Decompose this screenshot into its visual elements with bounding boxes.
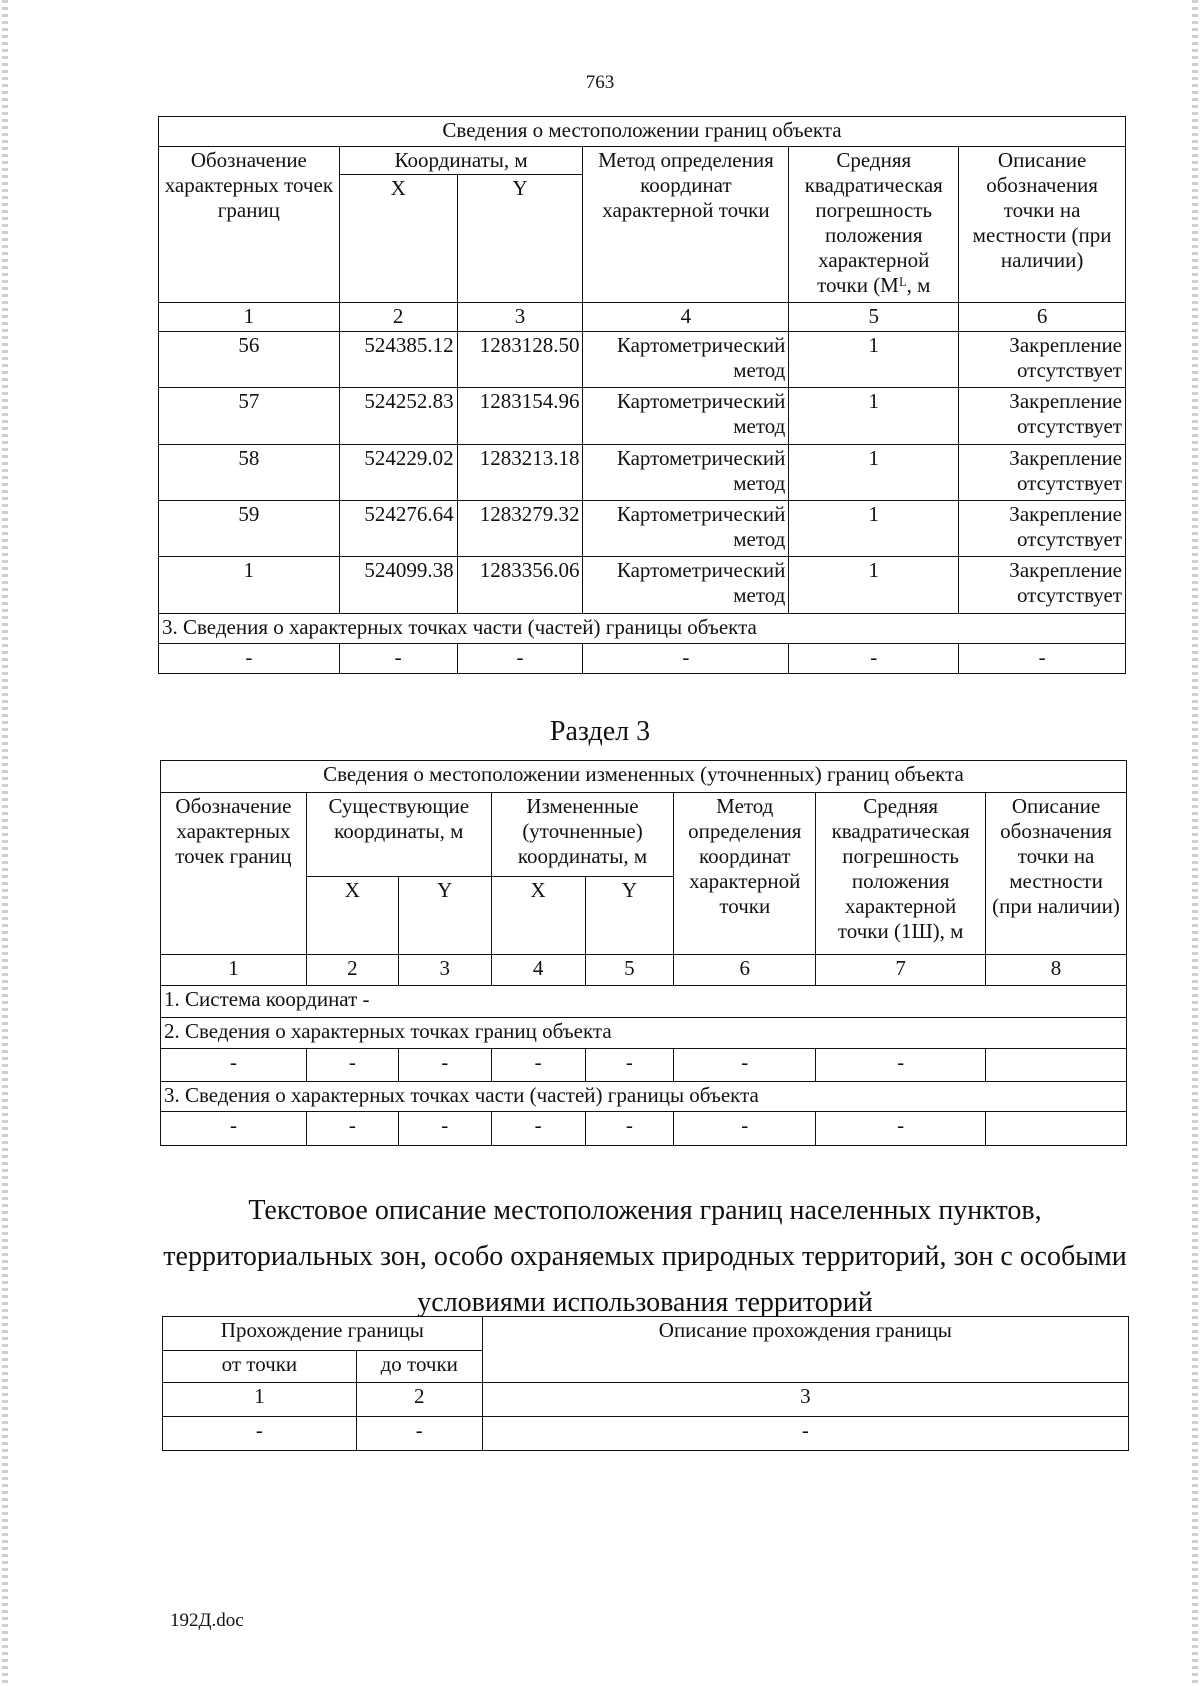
header-point: Обозначение характерных точек границ <box>159 147 340 303</box>
empty-cell: - <box>161 1112 307 1146</box>
empty-cell: - <box>789 643 959 673</box>
header-passage-desc: Описание прохождения границы <box>482 1317 1128 1383</box>
empty-cell: - <box>491 1048 585 1081</box>
cell-method: Картометрический метод <box>583 444 789 500</box>
header-changed-coords: Измененные (уточненные) координаты, м <box>491 793 674 877</box>
cell-point: 58 <box>159 444 340 500</box>
empty-row <box>159 643 1126 673</box>
empty-cell <box>986 1048 1127 1081</box>
col-number: 5 <box>585 955 674 985</box>
cell-desc: Закрепление отсутствует <box>959 444 1126 500</box>
page-number: 763 <box>585 72 615 93</box>
cell-point: 56 <box>159 332 340 388</box>
table-title: Сведения о местоположении границ объекта <box>159 117 1126 147</box>
col-number: 2 <box>306 955 398 985</box>
empty-cell: - <box>585 1048 674 1081</box>
section3-label: 3. Сведения о характерных точках части (частей) границы объекта <box>161 1082 1127 1112</box>
empty-cell: - <box>585 1112 674 1146</box>
cell-x: 524385.12 <box>339 332 457 388</box>
empty-cell: - <box>482 1416 1128 1450</box>
cell-point: 1 <box>159 557 340 613</box>
header-x: X <box>306 877 398 955</box>
header-error: Средняя квадратическая погрешность положения характерной точки (1Ш), м <box>816 793 986 955</box>
scan-edge-left <box>2 0 8 1686</box>
boundary-passage-table <box>162 1316 1129 1451</box>
cell-x: 524229.02 <box>339 444 457 500</box>
empty-cell: - <box>816 1048 986 1081</box>
empty-cell: - <box>161 1048 307 1081</box>
col-number: 2 <box>339 302 457 331</box>
empty-cell: - <box>159 643 340 673</box>
cell-method: Картометрический метод <box>583 501 789 557</box>
text-description-heading: Текстовое описание местоположения границ населенных пунктов, территориальных зон, особо охраняемых природных территорий, зон с особыми условиями использования территорий <box>163 1195 1127 1318</box>
cell-desc: Закрепление отсутствует <box>959 501 1126 557</box>
empty-cell: - <box>306 1112 398 1146</box>
col-number: 8 <box>986 955 1127 985</box>
header-passage: Прохождение границы <box>163 1317 483 1351</box>
empty-cell: - <box>163 1416 357 1450</box>
header-from-point: от точки <box>163 1351 357 1383</box>
table-row <box>159 388 1126 444</box>
scan-edge-right <box>1192 0 1198 1686</box>
col-number: 1 <box>159 302 340 331</box>
cell-method: Картометрический метод <box>583 557 789 613</box>
col-number: 3 <box>398 955 491 985</box>
empty-cell: - <box>674 1112 816 1146</box>
cell-method: Картометрический метод <box>583 332 789 388</box>
cell-error: 1 <box>789 388 959 444</box>
cell-desc: Закрепление отсутствует <box>959 332 1126 388</box>
cell-y: 1283128.50 <box>457 332 583 388</box>
boundary-table <box>158 116 1126 674</box>
empty-row <box>163 1416 1129 1450</box>
empty-cell: - <box>491 1112 585 1146</box>
header-method: Метод определения координат характерной точки <box>583 147 789 303</box>
empty-cell: - <box>457 643 583 673</box>
header-existing-coords: Существующие координаты, м <box>306 793 491 877</box>
cell-y: 1283154.96 <box>457 388 583 444</box>
cell-x: 524252.83 <box>339 388 457 444</box>
col-number: 6 <box>674 955 816 985</box>
col-number: 1 <box>163 1383 357 1416</box>
header-y: Y <box>457 175 583 303</box>
cell-x: 524276.64 <box>339 501 457 557</box>
header-point: Обозначение характерных точек границ <box>161 793 307 955</box>
cell-error: 1 <box>789 557 959 613</box>
empty-cell: - <box>339 643 457 673</box>
col-number: 1 <box>161 955 307 985</box>
empty-cell: - <box>356 1416 482 1450</box>
coordinate-system-label: 1. Система координат - <box>161 985 1127 1017</box>
table-row <box>159 557 1126 613</box>
cell-y: 1283356.06 <box>457 557 583 613</box>
table-row <box>159 332 1126 388</box>
header-y: Y <box>398 877 491 955</box>
changed-boundary-table <box>160 760 1127 1146</box>
cell-desc: Закрепление отсутствует <box>959 557 1126 613</box>
empty-cell: - <box>306 1048 398 1081</box>
table-row <box>159 444 1126 500</box>
header-coords: Координаты, м <box>339 147 583 175</box>
col-number: 3 <box>457 302 583 331</box>
cell-error: 1 <box>789 501 959 557</box>
header-error: Средняя квадратическая погрешность положения характерной точки (Mᴸ, м <box>789 147 959 303</box>
header-desc: Описание обозначения точки на местности (при наличии) <box>959 147 1126 303</box>
empty-cell: - <box>398 1048 491 1081</box>
header-method: Метод определения координат характерной точки <box>674 793 816 955</box>
cell-desc: Закрепление отсутствует <box>959 388 1126 444</box>
empty-row <box>161 1112 1127 1146</box>
section3-label: 3. Сведения о характерных точках части (частей) границы объекта <box>159 613 1126 643</box>
col-number: 3 <box>482 1383 1128 1416</box>
cell-method: Картометрический метод <box>583 388 789 444</box>
col-number: 5 <box>789 302 959 331</box>
cell-y: 1283279.32 <box>457 501 583 557</box>
col-number: 6 <box>959 302 1126 331</box>
cell-x: 524099.38 <box>339 557 457 613</box>
empty-cell <box>986 1112 1127 1146</box>
empty-row <box>161 1048 1127 1081</box>
col-number: 2 <box>356 1383 482 1416</box>
cell-y: 1283213.18 <box>457 444 583 500</box>
empty-cell: - <box>816 1112 986 1146</box>
header-desc: Описание обозначения точки на местности (при наличии) <box>986 793 1127 955</box>
empty-cell: - <box>398 1112 491 1146</box>
table-row <box>159 501 1126 557</box>
cell-point: 59 <box>159 501 340 557</box>
empty-cell: - <box>674 1048 816 1081</box>
cell-error: 1 <box>789 444 959 500</box>
section-title: Раздел 3 <box>549 716 651 747</box>
cell-error: 1 <box>789 332 959 388</box>
empty-cell: - <box>959 643 1126 673</box>
cell-point: 57 <box>159 388 340 444</box>
table-title: Сведения о местоположении измененных (уточненных) границ объекта <box>161 761 1127 793</box>
header-to-point: до точки <box>356 1351 482 1383</box>
col-number: 7 <box>816 955 986 985</box>
col-number: 4 <box>491 955 585 985</box>
header-x: X <box>491 877 585 955</box>
section2-label: 2. Сведения о характерных точках границ объекта <box>161 1018 1127 1048</box>
header-x: X <box>339 175 457 303</box>
footer-filename: 192Д.doc <box>170 1610 244 1631</box>
header-y: Y <box>585 877 674 955</box>
col-number: 4 <box>583 302 789 331</box>
empty-cell: - <box>583 643 789 673</box>
